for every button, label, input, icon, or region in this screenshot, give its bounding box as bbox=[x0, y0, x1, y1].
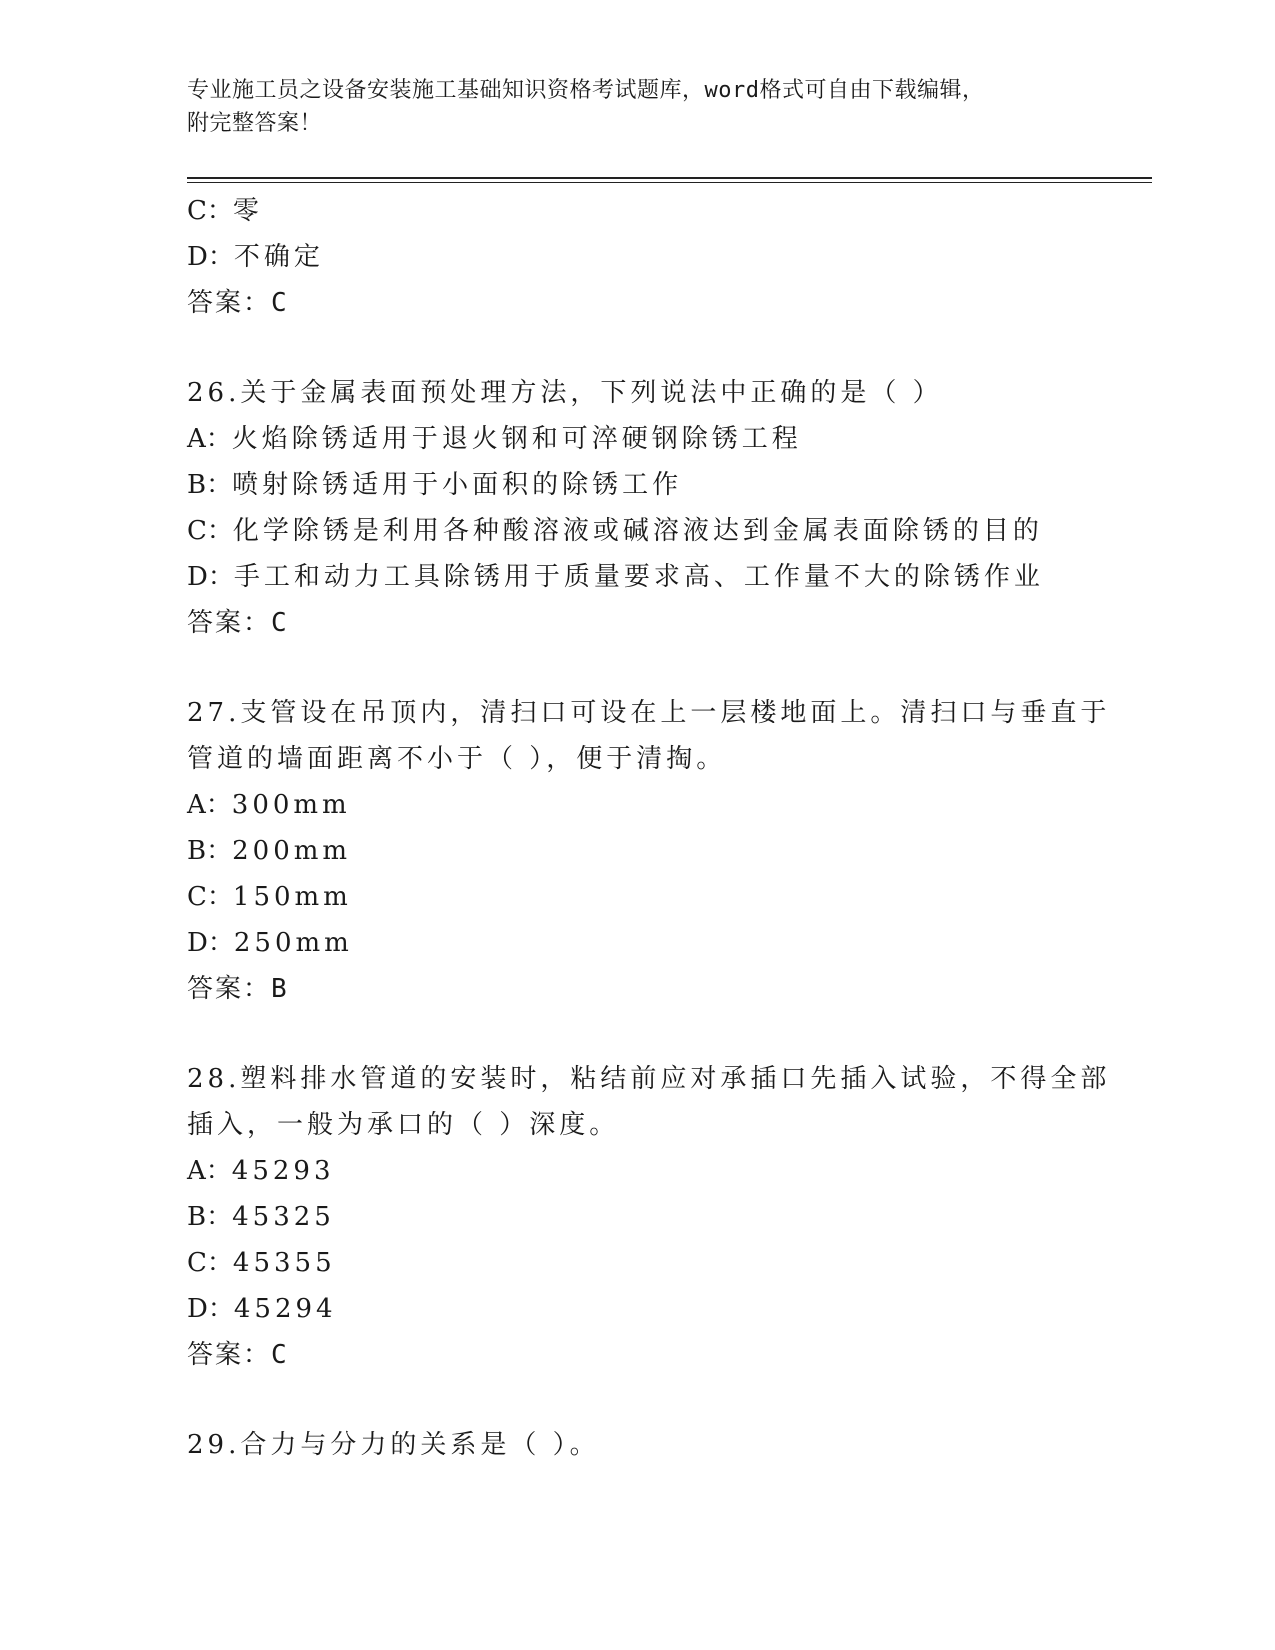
option-c: C：化学除锈是利用各种酸溶液或碱溶液达到金属表面除锈的目的 bbox=[187, 516, 1043, 546]
option-c: C：150mm bbox=[187, 882, 352, 912]
option-b: B：200mm bbox=[187, 836, 352, 866]
option-a: A：45293 bbox=[187, 1156, 335, 1186]
option-d: D：不确定 bbox=[187, 242, 324, 272]
option-a: A：火焰除锈适用于退火钢和可淬硬钢除锈工程 bbox=[187, 424, 802, 454]
answer: 答案：C bbox=[187, 1340, 289, 1370]
option-a: A：300mm bbox=[187, 790, 351, 820]
answer: 答案：B bbox=[187, 974, 289, 1004]
header-divider bbox=[187, 177, 1152, 183]
option-c: C：零 bbox=[187, 196, 263, 226]
question-27 bbox=[187, 690, 1111, 1012]
question-26 bbox=[187, 370, 1087, 646]
option-b: B：45325 bbox=[187, 1202, 335, 1232]
header-line-2: 附完整答案！ bbox=[187, 111, 323, 136]
answer: 答案：C bbox=[187, 288, 289, 318]
document-body bbox=[187, 188, 1111, 1468]
question-text-line-2: 管道的墙面距离不小于（ ），便于清掏。 bbox=[187, 744, 727, 774]
option-c: C：45355 bbox=[187, 1248, 336, 1278]
question-29 bbox=[187, 1422, 1087, 1468]
option-d: D：手工和动力工具除锈用于质量要求高、工作量不大的除锈作业 bbox=[187, 562, 1044, 592]
header-line-1: 专业施工员之设备安装施工基础知识资格考试题库，word格式可自由下载编辑， bbox=[187, 78, 985, 103]
question-28 bbox=[187, 1056, 1111, 1378]
question-text-line-2: 插入，一般为承口的（ ）深度。 bbox=[187, 1110, 620, 1140]
option-d: D：45294 bbox=[187, 1294, 337, 1324]
previous-question-tail bbox=[187, 188, 1087, 326]
question-text-line-1: 28.塑料排水管道的安装时，粘结前应对承插口先插入试验，不得全部 bbox=[187, 1064, 1111, 1094]
answer: 答案：C bbox=[187, 608, 289, 638]
question-text: 29.合力与分力的关系是（ ）。 bbox=[187, 1430, 600, 1460]
question-text: 26.关于金属表面预处理方法，下列说法中正确的是（ ） bbox=[187, 378, 943, 408]
option-b: B：喷射除锈适用于小面积的除锈工作 bbox=[187, 470, 683, 500]
page-header bbox=[187, 74, 1087, 140]
question-text-line-1: 27.支管设在吊顶内，清扫口可设在上一层楼地面上。清扫口与垂直于 bbox=[187, 698, 1111, 728]
option-d: D：250mm bbox=[187, 928, 353, 958]
